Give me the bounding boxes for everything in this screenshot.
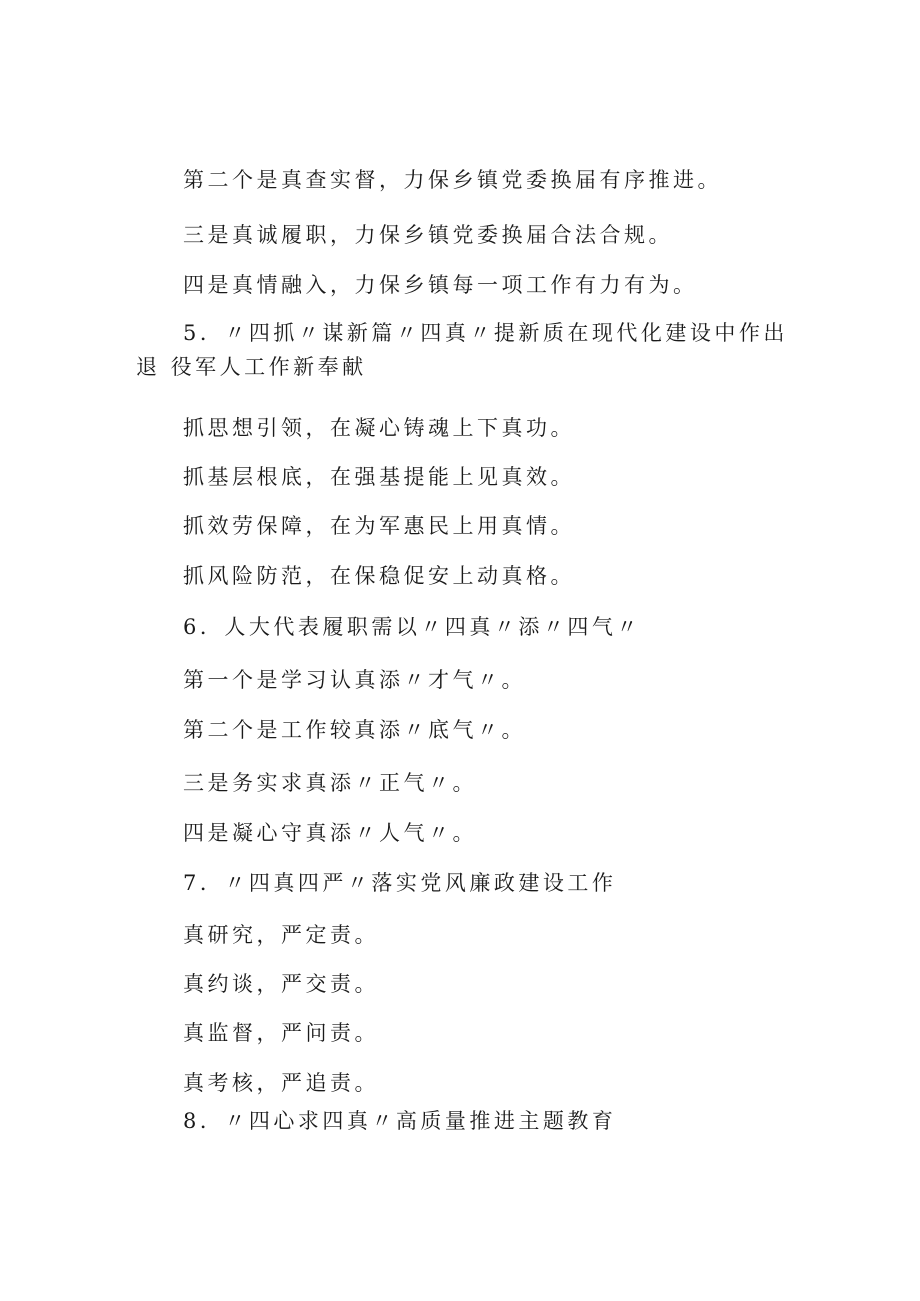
- section-heading-8: 8．〃四心求四真〃高质量推进主题教育: [183, 1109, 617, 1133]
- paragraph-line: 三是真诚履职，力保乡镇党委换届合法合规。: [183, 223, 673, 247]
- paragraph-line: 抓效劳保障，在为军惠民上用真情。: [183, 514, 575, 538]
- section-heading-6: 6．人大代表履职需以〃四真〃添〃四气〃: [183, 615, 641, 639]
- section-heading-5: 5．〃四抓〃谋新篇〃四真〃提新质在现代化建设中作出退 役军人工作新奉献: [136, 321, 788, 379]
- section-heading-7: 7．〃四真四严〃落实党风廉政建设工作: [183, 871, 617, 895]
- paragraph-line: 抓思想引领，在凝心铸魂上下真功。: [183, 416, 575, 440]
- paragraph-line: 抓风险防范，在保稳促安上动真格。: [183, 564, 575, 588]
- paragraph-line: 第二个是真查实督，力保乡镇党委换届有序推进。: [183, 168, 722, 192]
- paragraph-line: 抓基层根底，在强基提能上见真效。: [183, 465, 575, 489]
- paragraph-line: 真约谈，严交责。: [183, 972, 379, 996]
- paragraph-line: 第二个是工作较真添〃底气〃。: [183, 718, 526, 742]
- paragraph-line: 三是务实求真添〃正气〃。: [183, 771, 477, 795]
- paragraph-line: 真考核，严追责。: [183, 1071, 379, 1095]
- paragraph-line: 第一个是学习认真添〃才气〃。: [183, 668, 526, 692]
- paragraph-line: 四是真情融入，力保乡镇每一项工作有力有为。: [183, 273, 698, 297]
- paragraph-line: 真研究，严定责。: [183, 923, 379, 947]
- paragraph-line: 四是凝心守真添〃人气〃。: [183, 821, 477, 845]
- paragraph-line: 真监督，严问责。: [183, 1021, 379, 1045]
